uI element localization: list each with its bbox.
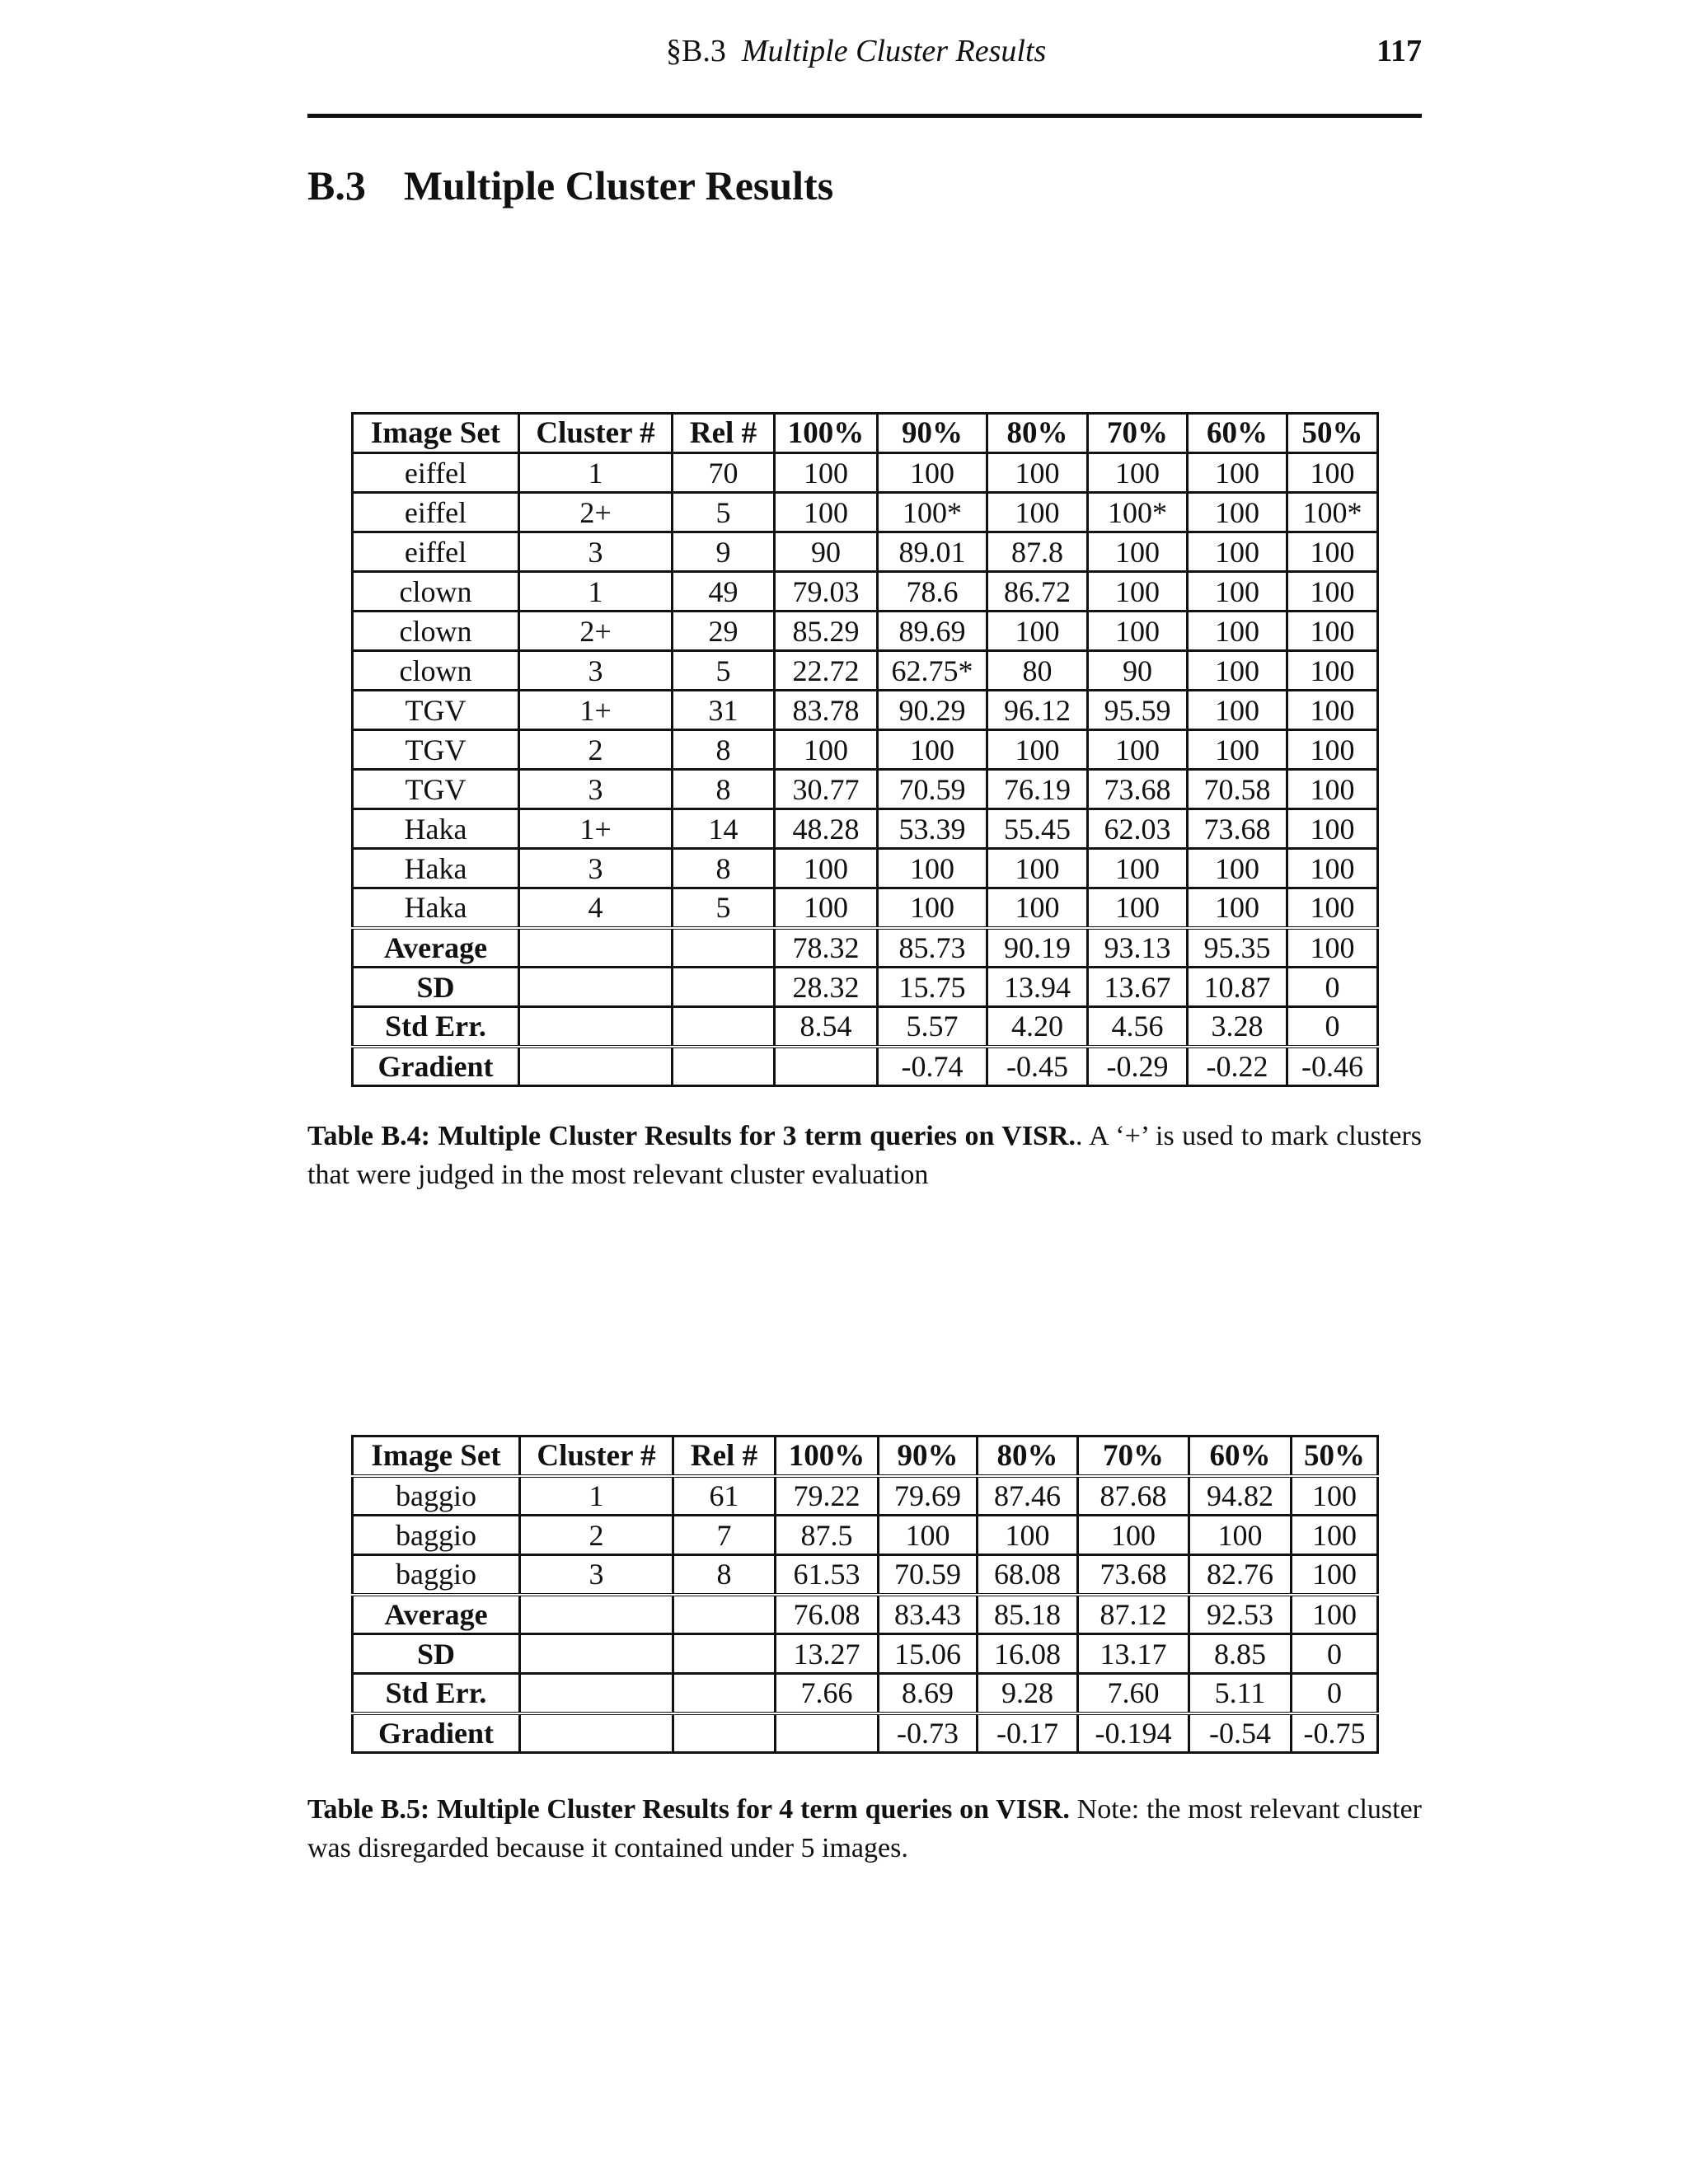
table-cell: 1+	[519, 809, 673, 849]
table-cell: 100	[1287, 928, 1378, 968]
table-row	[353, 572, 1378, 612]
table-cell: 76.08	[776, 1595, 879, 1634]
stats-row	[353, 968, 1378, 1007]
row-label: eiffel	[353, 453, 519, 493]
stats-row	[353, 1674, 1378, 1713]
table-cell: 3.28	[1188, 1007, 1287, 1047]
table-cell: 100	[987, 453, 1088, 493]
table-cell: 93.13	[1088, 928, 1188, 968]
table-cell	[673, 1007, 775, 1047]
row-label: Haka	[353, 809, 519, 849]
table-cell: -0.73	[879, 1713, 978, 1753]
table-cell	[520, 1713, 673, 1753]
table-cell: 100	[1188, 532, 1287, 572]
table-cell: 87.46	[978, 1476, 1078, 1516]
row-label: baggio	[353, 1555, 520, 1595]
table-row	[353, 1516, 1378, 1555]
table-row	[353, 691, 1378, 730]
table-cell: 79.69	[879, 1476, 978, 1516]
table-cell: 53.39	[878, 809, 987, 849]
table-cell: 100	[1287, 453, 1378, 493]
table-row	[353, 493, 1378, 532]
column-header: Rel #	[673, 414, 775, 453]
table-cell: 16.08	[978, 1634, 1078, 1674]
table-cell: 48.28	[775, 809, 878, 849]
table-cell: 89.01	[878, 532, 987, 572]
table-cell: 78.6	[878, 572, 987, 612]
table-cell: 100	[1188, 651, 1287, 691]
row-label: SD	[353, 968, 519, 1007]
table-cell: 0	[1292, 1634, 1378, 1674]
table-cell: 4	[519, 888, 673, 928]
page-number: 117	[1376, 34, 1422, 68]
table-cell: 7.60	[1078, 1674, 1189, 1713]
table-cell: 61	[673, 1476, 776, 1516]
table-cell: 1+	[519, 691, 673, 730]
header-rule	[307, 114, 1422, 118]
row-label: Haka	[353, 888, 519, 928]
table-cell: 89.69	[878, 612, 987, 651]
table-cell: 15.06	[879, 1634, 978, 1674]
running-head-section-title: Multiple Cluster Results	[741, 34, 1047, 68]
table-cell: -0.75	[1292, 1713, 1378, 1753]
table-cell: 73.68	[1088, 770, 1188, 809]
row-label: eiffel	[353, 532, 519, 572]
table-cell	[519, 968, 673, 1007]
table-cell: 49	[673, 572, 775, 612]
table-cell: 90.29	[878, 691, 987, 730]
table-row	[353, 532, 1378, 572]
table-cell: 62.75*	[878, 651, 987, 691]
table-cell: 100	[1287, 809, 1378, 849]
stats-row	[353, 1634, 1378, 1674]
table-cell: 90.19	[987, 928, 1088, 968]
table-cell: 83.43	[879, 1595, 978, 1634]
table-cell: 5.11	[1189, 1674, 1292, 1713]
table-cell: 100	[775, 730, 878, 770]
table-cell: 100	[978, 1516, 1078, 1555]
table-cell: 87.5	[776, 1516, 879, 1555]
table-cell: 76.19	[987, 770, 1088, 809]
table-cell: 70	[673, 453, 775, 493]
table-cell: 100	[1292, 1555, 1378, 1595]
table-cell	[520, 1595, 673, 1634]
table-cell: 100*	[1287, 493, 1378, 532]
table-cell: 100	[1189, 1516, 1292, 1555]
table-cell: 95.59	[1088, 691, 1188, 730]
table-cell: 100	[1287, 651, 1378, 691]
table-cell: 61.53	[776, 1555, 879, 1595]
table-cell: 100	[1188, 453, 1287, 493]
table-cell	[673, 1634, 776, 1674]
table-cell: 87.12	[1078, 1595, 1189, 1634]
table-cell: 0	[1292, 1674, 1378, 1713]
table-cell: 13.67	[1088, 968, 1188, 1007]
row-label: Std Err.	[353, 1007, 519, 1047]
table-row	[353, 453, 1378, 493]
table-cell: 9	[673, 532, 775, 572]
table-cell: 1	[520, 1476, 673, 1516]
table-cell: 4.20	[987, 1007, 1088, 1047]
table-row	[353, 888, 1378, 928]
table-cell: 13.94	[987, 968, 1088, 1007]
table-cell	[673, 1713, 776, 1753]
table-cell: 3	[519, 532, 673, 572]
table-row	[353, 730, 1378, 770]
table-cell: 8	[673, 730, 775, 770]
table-cell: 2+	[519, 493, 673, 532]
table-cell: 100	[1292, 1516, 1378, 1555]
table-cell: 100	[1088, 730, 1188, 770]
row-label: clown	[353, 572, 519, 612]
table-cell: 82.76	[1189, 1555, 1292, 1595]
row-label: Gradient	[353, 1713, 520, 1753]
table-cell: 100*	[1088, 493, 1188, 532]
table-cell: 100	[1292, 1595, 1378, 1634]
table-cell: 94.82	[1189, 1476, 1292, 1516]
column-header: 60%	[1188, 414, 1287, 453]
table-cell: 0	[1287, 1007, 1378, 1047]
table-cell: 83.78	[775, 691, 878, 730]
table-cell	[520, 1674, 673, 1713]
row-label: clown	[353, 612, 519, 651]
table-b4	[351, 412, 1379, 1087]
stats-row	[353, 1595, 1378, 1634]
caption-text: Note: the most relevant cluster was disregarded because it contained under 5 images.	[307, 1794, 1422, 1863]
table-cell: 73.68	[1188, 809, 1287, 849]
column-header: 90%	[879, 1436, 978, 1476]
table-cell: -0.194	[1078, 1713, 1189, 1753]
table-cell: 100	[1287, 770, 1378, 809]
caption-title: Multiple Cluster Results for 4 term queries on VISR.	[437, 1794, 1070, 1825]
table-cell	[673, 928, 775, 968]
stats-row	[353, 928, 1378, 968]
header-row	[353, 414, 1378, 453]
section-title: Multiple Cluster Results	[403, 162, 834, 209]
table-cell: 5	[673, 651, 775, 691]
table-cell: 87.68	[1078, 1476, 1189, 1516]
row-label: Gradient	[353, 1047, 519, 1086]
table-cell: 100	[878, 849, 987, 888]
row-label: TGV	[353, 770, 519, 809]
table-cell: 22.72	[775, 651, 878, 691]
table-cell: 96.12	[987, 691, 1088, 730]
table-cell: 100	[987, 493, 1088, 532]
table-cell: 31	[673, 691, 775, 730]
table-cell: 100	[987, 888, 1088, 928]
table-cell: 90	[775, 532, 878, 572]
column-header: 80%	[987, 414, 1088, 453]
table-cell: 100	[987, 612, 1088, 651]
table-cell: 13.17	[1078, 1634, 1189, 1674]
column-header: 100%	[775, 414, 878, 453]
column-header: 100%	[776, 1436, 879, 1476]
gradient-row	[353, 1047, 1378, 1086]
table-cell: 8.69	[879, 1674, 978, 1713]
table-cell: 100	[1078, 1516, 1189, 1555]
table-cell: 100	[878, 453, 987, 493]
table-cell	[519, 1007, 673, 1047]
table-row	[353, 651, 1378, 691]
table-cell: 70.59	[878, 770, 987, 809]
table-cell: 70.58	[1188, 770, 1287, 809]
table-cell: 2	[520, 1516, 673, 1555]
table-cell: 100	[775, 888, 878, 928]
column-header: 80%	[978, 1436, 1078, 1476]
table-cell	[673, 1674, 776, 1713]
table-cell: 100	[775, 453, 878, 493]
row-label: TGV	[353, 730, 519, 770]
table-cell: 100	[1088, 888, 1188, 928]
column-header: Rel #	[673, 1436, 776, 1476]
caption-text: . A ‘+’ is used to mark clusters that were judged in the most relevant cluster evaluation	[307, 1121, 1423, 1190]
table-cell: 100	[775, 849, 878, 888]
row-label: Average	[353, 1595, 520, 1634]
table-cell: -0.17	[978, 1713, 1078, 1753]
table-cell: 92.53	[1189, 1595, 1292, 1634]
table-cell: 55.45	[987, 809, 1088, 849]
row-label: Haka	[353, 849, 519, 888]
table-cell: 100	[1088, 572, 1188, 612]
section-heading	[307, 162, 833, 209]
table-cell: 100	[1188, 849, 1287, 888]
table-row	[353, 770, 1378, 809]
row-label: Std Err.	[353, 1674, 520, 1713]
row-label: Average	[353, 928, 519, 968]
table-cell: 85.73	[878, 928, 987, 968]
section-number: B.3	[307, 162, 366, 209]
table-cell: 2	[519, 730, 673, 770]
table-cell: 100	[1188, 691, 1287, 730]
table-cell: 100	[1287, 532, 1378, 572]
table-row	[353, 1555, 1378, 1595]
column-header: Cluster #	[520, 1436, 673, 1476]
table-row	[353, 809, 1378, 849]
table-cell: 95.35	[1188, 928, 1287, 968]
table-cell: 14	[673, 809, 775, 849]
table-cell: 100	[1188, 493, 1287, 532]
table-cell: 100*	[878, 493, 987, 532]
table-b4-caption	[307, 1117, 1422, 1194]
table-cell: 0	[1287, 968, 1378, 1007]
table-row	[353, 1476, 1378, 1516]
table-cell	[673, 1047, 775, 1086]
table-cell: 9.28	[978, 1674, 1078, 1713]
table-cell: 79.22	[776, 1476, 879, 1516]
table-cell: 100	[987, 849, 1088, 888]
table-cell: 3	[520, 1555, 673, 1595]
table-cell: 5.57	[878, 1007, 987, 1047]
table-cell	[519, 1047, 673, 1086]
column-header: Cluster #	[519, 414, 673, 453]
table-cell: -0.54	[1189, 1713, 1292, 1753]
table-cell: 100	[1088, 532, 1188, 572]
table-cell: 100	[1088, 612, 1188, 651]
table-cell: 8.54	[775, 1007, 878, 1047]
row-label: SD	[353, 1634, 520, 1674]
table-cell: -0.74	[878, 1047, 987, 1086]
column-header: Image Set	[353, 414, 519, 453]
table-cell: 100	[1188, 612, 1287, 651]
table-cell: 1	[519, 572, 673, 612]
table-cell: 100	[1188, 730, 1287, 770]
row-label: baggio	[353, 1476, 520, 1516]
table-cell: 79.03	[775, 572, 878, 612]
table-cell: 100	[1287, 691, 1378, 730]
row-label: TGV	[353, 691, 519, 730]
caption-title: Multiple Cluster Results for 3 term queries on VISR.	[438, 1121, 1076, 1151]
table-cell: 78.32	[775, 928, 878, 968]
table-b5	[351, 1435, 1379, 1754]
table-cell	[775, 1047, 878, 1086]
table-cell: 3	[519, 651, 673, 691]
table-cell: 80	[987, 651, 1088, 691]
column-header: 70%	[1078, 1436, 1189, 1476]
row-label: eiffel	[353, 493, 519, 532]
table-cell: 1	[519, 453, 673, 493]
table-cell: 90	[1088, 651, 1188, 691]
caption-label: Table B.5:	[307, 1794, 430, 1825]
gradient-row	[353, 1713, 1378, 1753]
running-head	[307, 30, 1422, 79]
table-cell: -0.29	[1088, 1047, 1188, 1086]
table-cell: 100	[1287, 849, 1378, 888]
stats-row	[353, 1007, 1378, 1047]
row-label: baggio	[353, 1516, 520, 1555]
table-cell: 100	[1188, 888, 1287, 928]
column-header: Image Set	[353, 1436, 520, 1476]
table-cell: -0.22	[1188, 1047, 1287, 1086]
table-cell: 7	[673, 1516, 776, 1555]
table-cell	[673, 968, 775, 1007]
table-b5-caption	[307, 1790, 1422, 1868]
table-cell: 8	[673, 770, 775, 809]
table-cell: 85.18	[978, 1595, 1078, 1634]
table-cell: 100	[1287, 612, 1378, 651]
table-cell: 100	[1287, 572, 1378, 612]
table-cell: 100	[879, 1516, 978, 1555]
table-cell: 29	[673, 612, 775, 651]
table-cell: -0.45	[987, 1047, 1088, 1086]
table-cell	[673, 1595, 776, 1634]
table-row	[353, 612, 1378, 651]
table-cell: 30.77	[775, 770, 878, 809]
table-cell: 8	[673, 1555, 776, 1595]
running-head-section-mark: §B.3	[666, 34, 726, 68]
table-cell	[776, 1713, 879, 1753]
row-label: clown	[353, 651, 519, 691]
column-header: 50%	[1287, 414, 1378, 453]
table-cell: 62.03	[1088, 809, 1188, 849]
table-cell: 4.56	[1088, 1007, 1188, 1047]
table-cell: 8	[673, 849, 775, 888]
column-header: 70%	[1088, 414, 1188, 453]
table-cell: 100	[775, 493, 878, 532]
caption-label: Table B.4:	[307, 1121, 430, 1151]
running-head-section	[666, 33, 1046, 69]
table-cell: 5	[673, 888, 775, 928]
table-cell	[519, 928, 673, 968]
table-cell: 100	[1287, 888, 1378, 928]
table-cell: 87.8	[987, 532, 1088, 572]
table-cell: 100	[1088, 849, 1188, 888]
table-cell: 100	[987, 730, 1088, 770]
column-header: 50%	[1292, 1436, 1378, 1476]
table-cell: 100	[1088, 453, 1188, 493]
table-cell: 100	[878, 888, 987, 928]
table-cell: 3	[519, 770, 673, 809]
table-cell: 73.68	[1078, 1555, 1189, 1595]
table-cell: 8.85	[1189, 1634, 1292, 1674]
table-cell: 70.59	[879, 1555, 978, 1595]
table-cell: 2+	[519, 612, 673, 651]
table-cell: 13.27	[776, 1634, 879, 1674]
table-cell: 7.66	[776, 1674, 879, 1713]
table-cell: 100	[1188, 572, 1287, 612]
table-cell: 5	[673, 493, 775, 532]
table-cell: 100	[878, 730, 987, 770]
table-cell: 100	[1292, 1476, 1378, 1516]
table-cell: 28.32	[775, 968, 878, 1007]
header-row	[353, 1436, 1378, 1476]
table-cell: -0.46	[1287, 1047, 1378, 1086]
table-cell: 3	[519, 849, 673, 888]
table-row	[353, 849, 1378, 888]
column-header: 60%	[1189, 1436, 1292, 1476]
table-cell: 86.72	[987, 572, 1088, 612]
table-cell: 68.08	[978, 1555, 1078, 1595]
table-cell	[520, 1634, 673, 1674]
table-cell: 85.29	[775, 612, 878, 651]
table-cell: 100	[1287, 730, 1378, 770]
column-header: 90%	[878, 414, 987, 453]
table-cell: 10.87	[1188, 968, 1287, 1007]
table-cell: 15.75	[878, 968, 987, 1007]
